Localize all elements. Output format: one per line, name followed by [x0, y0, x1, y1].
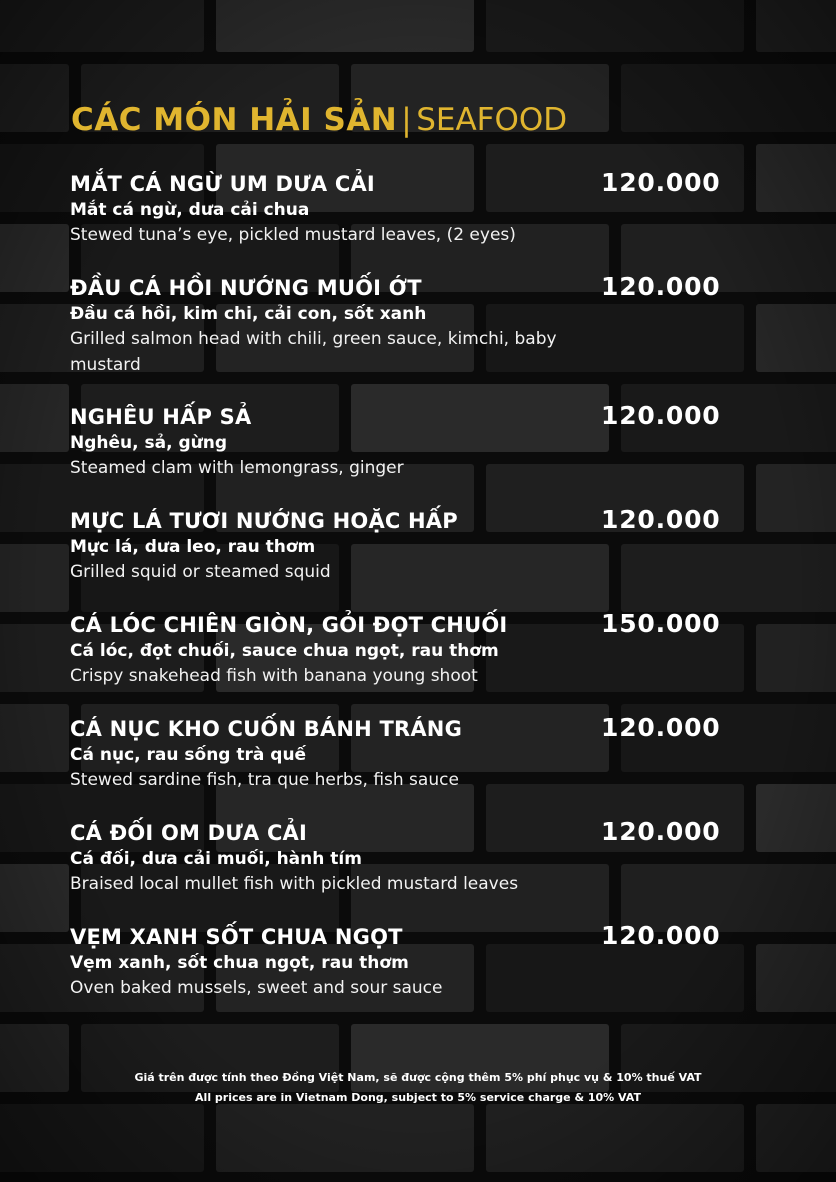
dish-description-vietnamese: Mắt cá ngừ, dưa cải chua — [70, 200, 310, 220]
dish-description-vietnamese: Vẹm xanh, sốt chua ngọt, rau thơm — [70, 953, 409, 973]
menu-item — [70, 819, 750, 897]
dish-description-english: Stewed tuna’s eye, pickled mustard leaves, (2 eyes) — [70, 225, 516, 245]
dish-price: 120.000 — [601, 168, 721, 197]
dish-description-vietnamese: Cá lóc, đọt chuối, sauce chua ngọt, rau thơm — [70, 641, 499, 661]
menu-item — [70, 403, 750, 481]
dish-description-english: Grilled squid or steamed squid — [70, 562, 331, 582]
menu-item — [70, 507, 750, 585]
dish-name: MỰC LÁ TƯƠI NƯỚNG HOẶC HẤP — [70, 509, 458, 533]
dish-price: 120.000 — [601, 817, 721, 846]
dish-description-vietnamese: Nghêu, sả, gừng — [70, 433, 228, 453]
dish-price: 120.000 — [601, 713, 721, 742]
dish-description-english: Grilled salmon head with chili, green sauce, kimchi, baby mustard — [70, 329, 557, 375]
price-note — [0, 1068, 836, 1108]
dish-name: NGHÊU HẤP SẢ — [70, 405, 252, 429]
dish-description-english: Crispy snakehead fish with banana young shoot — [70, 666, 478, 686]
price-note-vietnamese: Giá trên được tính theo Đồng Việt Nam, sẽ được cộng thêm 5% phí phục vụ & 10% thuế VAT — [134, 1071, 702, 1084]
heading-separator: | — [401, 102, 413, 138]
dish-description-english: Stewed sardine fish, tra que herbs, fish sauce — [70, 770, 459, 790]
menu-item — [70, 923, 750, 1001]
dish-description-vietnamese: Mực lá, dưa leo, rau thơm — [70, 537, 316, 557]
dish-description-english: Braised local mullet fish with pickled mustard leaves — [70, 874, 519, 894]
dish-description-english: Oven baked mussels, sweet and sour sauce — [70, 978, 443, 998]
menu-item — [70, 274, 750, 378]
heading-english: SEAFOOD — [416, 102, 568, 138]
dish-name: CÁ ĐỐI OM DƯA CẢI — [70, 821, 308, 845]
dish-price: 120.000 — [601, 921, 721, 950]
dish-name: ĐẦU CÁ HỒI NƯỚNG MUỐI ỚT — [70, 276, 422, 300]
dish-price: 150.000 — [601, 609, 721, 638]
dish-description-vietnamese: Cá đối, dưa cải muối, hành tím — [70, 849, 362, 869]
dish-price: 120.000 — [601, 505, 721, 534]
heading-vietnamese: CÁC MÓN HẢI SẢN — [71, 102, 398, 138]
dish-description-english: Steamed clam with lemongrass, ginger — [70, 458, 404, 478]
dish-description-vietnamese: Đầu cá hồi, kim chi, cải con, sốt xanh — [70, 304, 427, 324]
dish-price: 120.000 — [601, 401, 721, 430]
section-heading — [71, 100, 567, 140]
dish-price: 120.000 — [601, 272, 721, 301]
dish-name: MẮT CÁ NGỪ UM DƯA CẢI — [70, 172, 375, 196]
menu-item — [70, 170, 750, 248]
dish-description-vietnamese: Cá nục, rau sống trà quế — [70, 745, 307, 765]
dish-name: CÁ NỤC KHO CUỐN BÁNH TRÁNG — [70, 717, 463, 741]
menu-item — [70, 715, 750, 793]
dish-name: CÁ LÓC CHIÊN GIÒN, GỎI ĐỌT CHUỐI — [70, 613, 508, 637]
price-note-english: All prices are in Vietnam Dong, subject to 5% service charge & 10% VAT — [195, 1091, 641, 1104]
menu-item — [70, 611, 750, 689]
dish-name: VẸM XANH SỐT CHUA NGỌT — [70, 925, 403, 949]
